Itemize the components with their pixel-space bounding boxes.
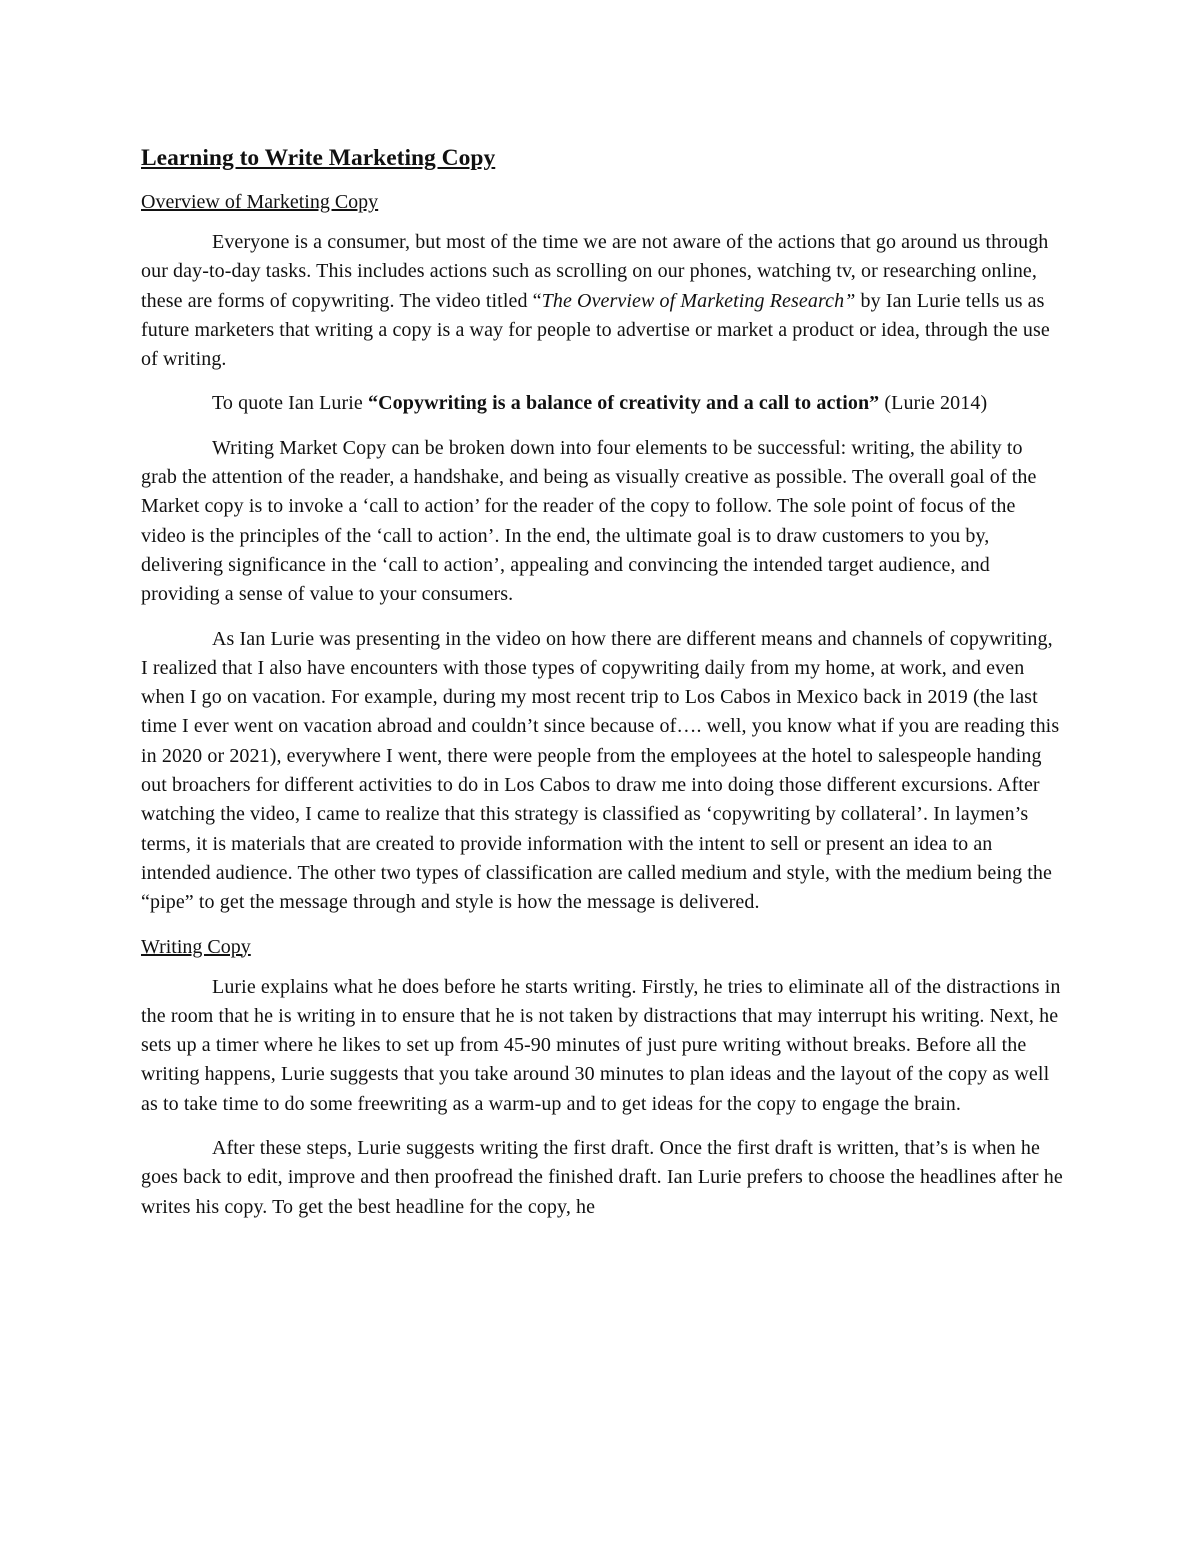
section-heading-writing: Writing Copy [141, 935, 251, 958]
document-title: Learning to Write Marketing Copy [141, 145, 496, 171]
paragraph-text: Everyone is a consumer, but most of the time we are not aware of the actions that go around us through our day-to-day tasks. This includes actions such as scrolling on our phones, watching tv, or researching online, these are forms of copywriting. The video titled “ [141, 231, 1049, 312]
paragraph-writing-2: After these steps, Lurie suggests writing the first draft. Once the first draft is written, that’s is when he goes back to edit, improve and then proofread the finished draft. Ian Lurie prefers to choose the headlines after he writes his copy. To get the best headline for the copy, he [141, 1137, 1063, 1218]
document-body [141, 140, 1063, 1237]
paragraph-writing-1: Lurie explains what he does before he starts writing. Firstly, he tries to eliminate all of the distractions in the room that he is writing in to ensure that he is not taken by distractions that may interrupt his writing. Next, he sets up a timer where he likes to set up from 45-90 minutes of just pure writing without breaks. Before all the writing happens, Lurie suggests that you take around 30 minutes to plan ideas and the layout of the copy as well as to take time to do some freewriting as a warm-up and to get ideas for the copy to engage the brain. [141, 975, 1061, 1115]
paragraph-quote [141, 389, 1063, 418]
section-heading-overview: Overview of Marketing Copy [141, 191, 379, 213]
paragraph-overview-1 [141, 228, 1063, 374]
citation: (Lurie 2014) [879, 392, 988, 415]
paragraph-overview-3: Writing Market Copy can be broken down into four elements to be successful: writing, the ability to grab the attention of the reader, a handshake, and being as visually creative as possible. The overall goal of the Market copy is to invoke a ‘call to action’ for the reader of the copy to follow. The sole point of focus of the video is the principles of the ‘call to action’. In the end, the ultimate goal is to draw customers to you by, delivering significance in the ‘call to action’, appealing and convincing the intended target audience, and providing a sense of value to your consumers. [141, 436, 1037, 606]
paragraph-overview-4: As Ian Lurie was presenting in the video on how there are different means and channels of copywriting, I realized that I also have encounters with those types of copywriting daily from my home, at work, and even when I go on vacation. For example, during my most recent trip to Los Cabos in Mexico back in 2019 (the last time I ever went on vacation abroad and couldn’t since because of…. well, you know what if you are reading this in 2020 or 2021), everywhere I went, there were people from the employees at the hotel to salespeople handing out broachers for different activities to do in Los Cabos to draw me into doing those different excursions. After watching the video, I came to realize that this strategy is classified as ‘copywriting by collateral’. In laymen’s terms, it is materials that are created to provide information with the intent to sell or present an idea to an intended audience. The other two types of classification are called medium and style, with the medium being the “pipe” to get the message through and style is how the message is delivered. [141, 627, 1060, 914]
paragraph-text: by Ian Lurie tells us as future marketers that writing a copy is a way for people to advertise or market a product or idea, through the use of writing. [141, 289, 1050, 371]
paragraph-text: To quote Ian Lurie [212, 392, 369, 415]
video-title-italic: The Overview of Marketing Research” [541, 289, 856, 312]
quote-bold: “Copywriting is a balance of creativity and a call to action” [368, 392, 880, 415]
